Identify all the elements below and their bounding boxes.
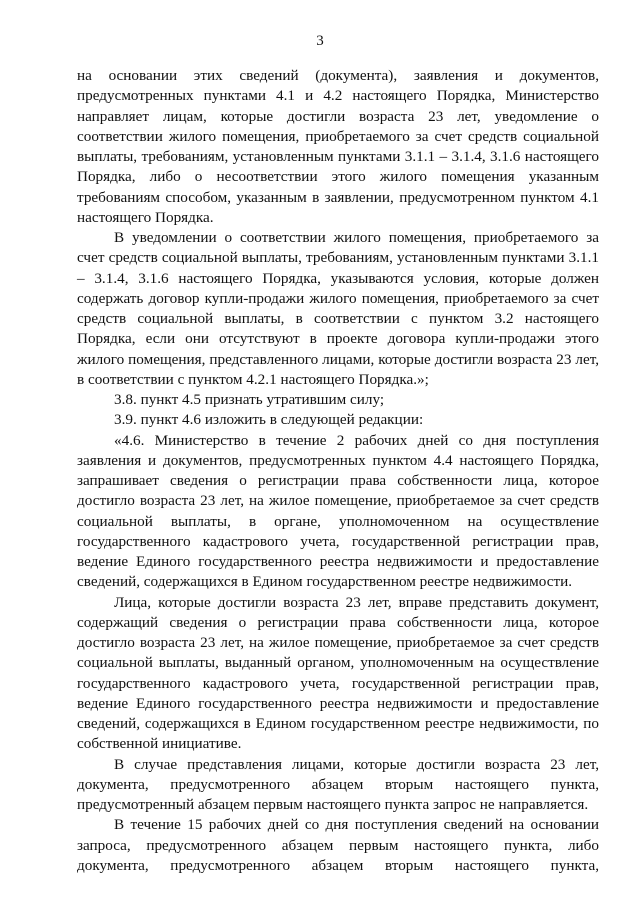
paragraph-6: Лица, которые достигли возраста 23 лет, вправе представить документ, содержащий сведения о регистрации права собственности лица, которое достигло возраста 23 лет, на жилое помещение, приобретаемое за счет средств социальной выплаты, выданный органом, уполномоченным на осуществление государственного кадастрового учета, государственной регистрации прав, ведение Единого государственного реестра недвижимости и предоставление сведений, содержащихся в Едином государственном реестре недвижимости, по собственной инициативе. bbox=[77, 593, 599, 753]
paragraph-4: 3.9. пункт 4.6 изложить в следующей редакции: bbox=[114, 411, 424, 429]
paragraph-1: на основании этих сведений (документа), заявления и документов, предусмотренных пунктами 4.1 и 4.2 настоящего Порядка, Министерство направляет лицам, которые достигли возраста 23 лет, уведомление о соответствии жилого помещения, приобретаемого за счет средств социальной выплаты, требованиям, установленным пунктами 3.1.1 – 3.1.4, 3.1.6 настоящего Порядка, либо о несоответствии этого жилого помещения указанным требованиям способом, указанным в заявлении, предусмотренном пунктом 4.1 настоящего Порядка. bbox=[77, 67, 599, 226]
paragraph-8: В течение 15 рабочих дней со дня поступления сведений на основании запроса, предусмотренного абзацем первым настоящего пункта, либо документа, предусмотренного абзацем вторым настоящего пункта, bbox=[77, 816, 599, 874]
paragraph-5: «4.6. Министерство в течение 2 рабочих дней со дня поступления заявления и документов, предусмотренных пунктом 4.4 настоящего Порядка, запрашивает сведения о регистрации права собственности лица, которое достигло возраста 23 лет, на жилое помещение, приобретаемое за счет средств социальной выплаты, в органе, уполномоченном на осуществление государственного кадастрового учета, государственной регистрации прав, ведение Единого государственного реестра недвижимости и предоставление сведений, содержащихся в Едином государственном реестре недвижимости. bbox=[77, 431, 599, 591]
paragraph-7: В случае представления лицами, которые достигли возраста 23 лет, документа, предусмотренного абзацем вторым настоящего пункта, предусмотренный абзацем первым настоящего пункта запрос не направляется. bbox=[77, 755, 599, 813]
document-body bbox=[77, 66, 599, 876]
paragraph-2: В уведомлении о соответствии жилого помещения, приобретаемого за счет средств социальной выплаты, требованиям, установленным пунктами 3.1.1 – 3.1.4, 3.1.6 настоящего Порядка, указываются условия, которые должен содержать договор купли-продажи жилого помещения, приобретаемого за счет средств социальной выплаты, в соответствии с пунктом 3.2 настоящего Порядка, если они отсутствуют в проекте договора купли-продажи этого жилого помещения, представленного лицами, которые достигли возраста 23 лет, в соответствии с пунктом 4.2.1 настоящего Порядка.»; bbox=[77, 229, 599, 388]
paragraph-3: 3.8. пункт 4.5 признать утратившим силу; bbox=[114, 391, 385, 408]
page-number: 3 bbox=[316, 33, 324, 49]
